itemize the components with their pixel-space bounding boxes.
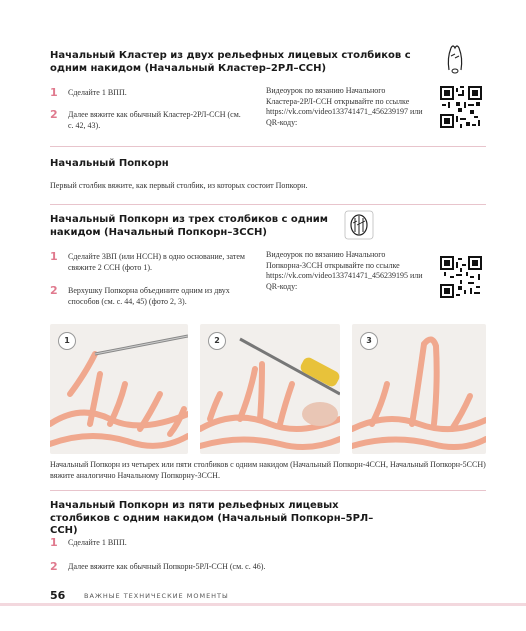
divider xyxy=(50,146,486,147)
step-text: Далее вяжите как обычный Попкорн-5РЛ-ССН (см. с. 46). xyxy=(68,562,266,571)
qr-code[interactable] xyxy=(440,256,482,298)
step-text: Сделайте 3ВП (или НССН) в одно основание, затем свяжите 2 ССН (фото 1). xyxy=(68,252,245,272)
photo-label: 1 xyxy=(58,332,76,350)
video-lesson-text: Видеоурок по вязанию Начального Попкорна-3ССН открывайте по ссылке https://vk.com/video133741471_456239195 или QR-коду: xyxy=(266,250,423,291)
section-title-initial-popcorn: Начальный Попкорн xyxy=(50,158,169,169)
crochet-symbol-cluster-icon xyxy=(440,40,470,74)
photo-label: 3 xyxy=(360,332,378,350)
qr-code[interactable] xyxy=(440,86,482,128)
footer-bar xyxy=(0,603,526,606)
photo-label: 2 xyxy=(208,332,226,350)
step-text: Верхушку Попкорна объедините одним из двух способов (см. с. 44, 45) (фото 2, 3). xyxy=(68,286,230,306)
note-text: Начальный Попкорн из четырех или пяти столбиков с одним накидом (Начальный Попкорн-4ССН, Начальный Попкорн-5ССН) вяжите аналогично Начальному Попкорну-3ССН. xyxy=(50,460,486,480)
step-number: 1 xyxy=(50,250,58,263)
section-text: Первый столбик вяжите, как первый столбик, из которых состоит Попкорн. xyxy=(50,181,308,190)
crochet-symbol-popcorn-icon xyxy=(344,210,374,240)
step-number: 1 xyxy=(50,536,58,549)
step-number: 2 xyxy=(50,284,58,297)
section-title-initial-cluster: Начальный Кластер из двух рельефных лицевых столбиков с одним накидом (Начальный Кластер–2РЛ–ССН) xyxy=(50,50,411,74)
running-title: ВАЖНЫЕ ТЕХНИЧЕСКИЕ МОМЕНТЫ xyxy=(84,592,229,600)
divider xyxy=(50,490,486,491)
section-title-popcorn-3ccn: Начальный Попкорн из трех столбиков с одним накидом (Начальный Попкорн–3ССН) xyxy=(50,214,328,238)
divider xyxy=(50,204,486,205)
page-number: 56 xyxy=(50,589,66,602)
step-text: Сделайте 1 ВПП. xyxy=(68,538,127,547)
step-number: 2 xyxy=(50,108,58,121)
step-number: 1 xyxy=(50,86,58,99)
step-text: Сделайте 1 ВПП. xyxy=(68,88,127,97)
section-title-popcorn-5rl: Начальный Попкорн из пяти рельефных лицевых столбиков с одним накидом (Начальный Попкорн–5РЛ–ССН) xyxy=(50,500,374,536)
step-number: 2 xyxy=(50,560,58,573)
video-lesson-text: Видеоурок по вязанию Начального Кластера-2РЛ-ССН открывайте по ссылке https://vk.com/video133741471_456239197 или QR-коду: xyxy=(266,86,423,127)
step-text: Далее вяжите как обычный Кластер-2РЛ-ССН (см. с. 42, 43). xyxy=(68,110,241,130)
